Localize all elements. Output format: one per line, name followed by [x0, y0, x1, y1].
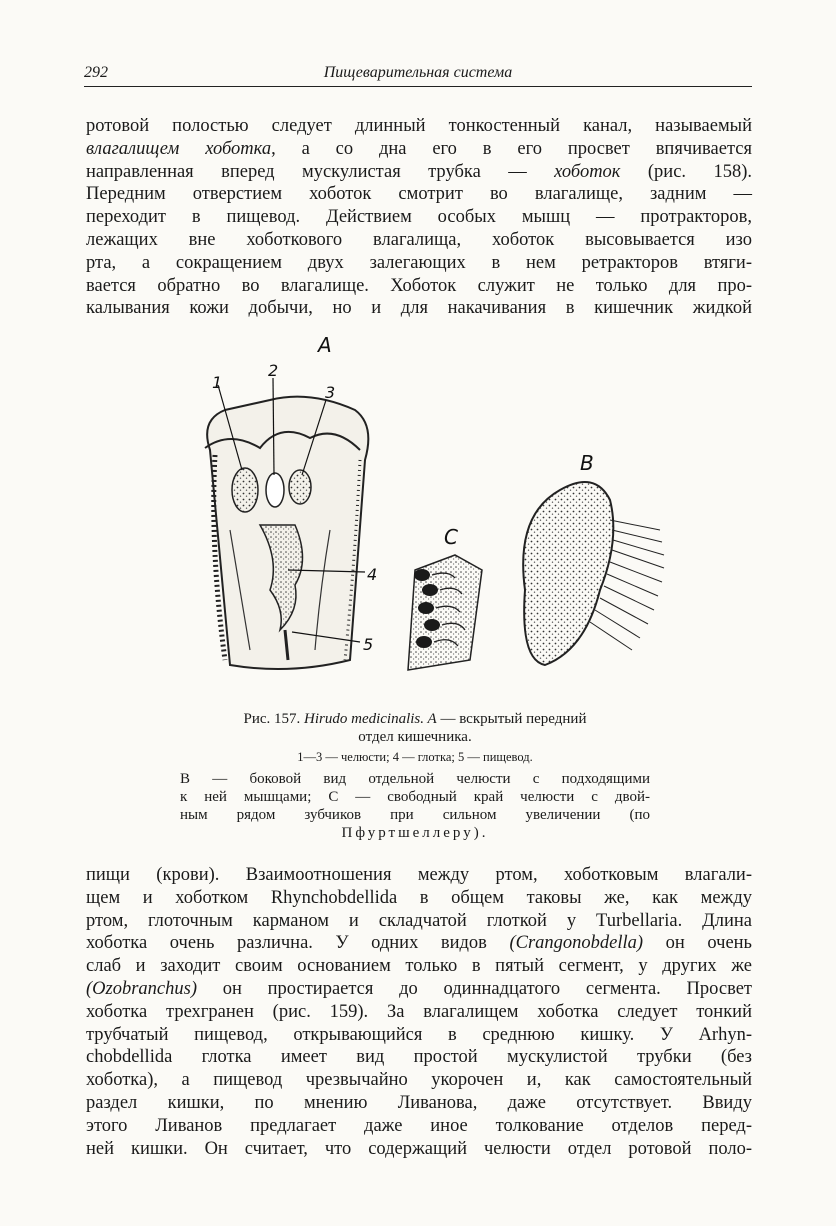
text-line: трубчатый пищевод, открывающийся в среднюю кишку. У Arhyn- [86, 1024, 752, 1045]
text-line: переходит в пищевод. Действием особых мышц — протракторов, [86, 207, 752, 228]
text-line: пищи (крови). Взаимоотношения между ртом, хоботковым влагали- [86, 865, 752, 885]
text-line: лежащих вне хоботкового влагалища, хоботок высовывается изо [86, 229, 752, 250]
text-line: хоботка очень различна. У одних видов (Crangonobdella) он очень [86, 933, 752, 954]
text-line: рта, а сокращением двух залегающих в нем ретракторов втяги- [86, 252, 752, 273]
text-line: направленная вперед мускулистая трубка — хоботок (рис. 158). [86, 161, 752, 182]
term-italic: хоботок [554, 161, 621, 182]
term-italic: влагалищем хоботка [86, 138, 272, 159]
species-name: Hirudo medicinalis. [304, 711, 425, 727]
text-line: Передним отверстием хоботок смотрит во влагалище, задним — [86, 184, 752, 205]
text-line: хоботка трехгранен (рис. 159). За влагалищем хоботка следует тонкий [86, 1001, 752, 1022]
page-number: 292 [84, 64, 108, 81]
label-b: B [580, 451, 594, 475]
label-a: A [318, 333, 332, 357]
text-line: ней кишки. Он считает, что содержащий челюсти отдел ротовой поло- [86, 1138, 752, 1159]
text-line: ротовой полостью следует длинный тонкостенный канал, называемый [86, 116, 752, 136]
label-1: 1 [212, 373, 223, 392]
text-line: щем и хоботком Rhynchobdellida в общем таковы же, как между [86, 887, 752, 908]
figure-caption-title: Рис. 157. Hirudo medicinalis. A — вскрытый передний отдел кишечника. [243, 711, 587, 745]
text-line: слаб и заходит своим основанием только в пятый сегмент, у других же [86, 956, 752, 977]
running-head [84, 64, 752, 87]
figure-a-drawing [205, 378, 368, 669]
text-line: (Ozobranchus) он простирается до одиннадцатого сегмента. Просвет [86, 978, 752, 999]
label-5: 5 [363, 635, 374, 654]
label-c: C [444, 525, 458, 549]
running-title: Пищеварительная система [323, 64, 513, 81]
label-3: 3 [325, 383, 336, 402]
text-line: этого Ливанов предлагает даже иное толкование отделов перед- [86, 1115, 752, 1136]
text-line: вается обратно во влагалище. Хоботок служит не только для про- [86, 275, 752, 296]
figure-b-drawing [523, 482, 664, 665]
label-4: 4 [367, 565, 378, 584]
label-2: 2 [268, 361, 279, 380]
text-line: калывания кожи добычи, но и для накачивания в кишечник жидкой [86, 298, 752, 319]
text-line: хоботка), а пищевод чрезвычайно укорочен и, как самостоятельный [86, 1070, 752, 1091]
paragraph-bottom [86, 864, 752, 1160]
text-line: раздел кишки, по мнению Ливанова, даже отсутствует. Ввиду [86, 1092, 752, 1113]
genus-italic: (Crangonobdella) [509, 933, 644, 954]
text-line: chobdellida глотка имеет вид простой мускулистой трубки (без [86, 1047, 752, 1068]
paragraph-top [86, 115, 752, 320]
figure-c-drawing [408, 555, 482, 670]
figure-caption-legend: 1—3 — челюсти; 4 — глотка; 5 — пищевод. [297, 750, 533, 764]
leech-jaw-illustration [170, 330, 670, 700]
genus-italic: (Ozobranchus) [86, 978, 197, 999]
text-line: влагалищем хоботка, а со дна его в его просвет впячивается [86, 138, 752, 159]
text-line: ртом, глоточным карманом и складчатой глоткой у Turbellaria. Длина [86, 910, 752, 931]
figure-caption-description: B — боковой вид отдельной челюсти с подходящими к ней мышцами; C — свободный край челюсти с двой- ным рядом зубчиков при сильном увеличении (по Пфуртшеллеру). [180, 771, 650, 841]
figure-157 [170, 330, 670, 700]
